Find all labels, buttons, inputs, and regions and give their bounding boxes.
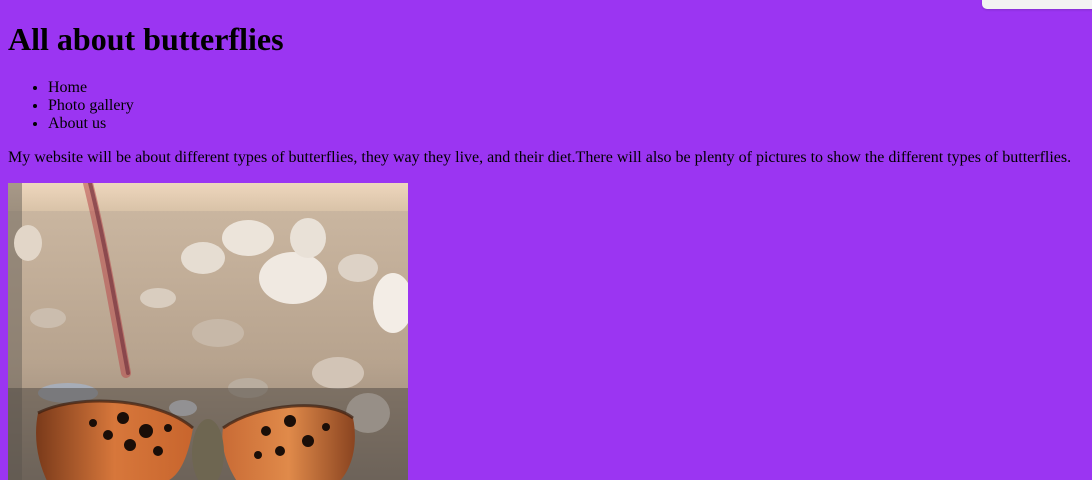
butterfly-photo xyxy=(8,183,408,480)
nav-link-about-us[interactable]: About us xyxy=(48,115,107,132)
nav-list xyxy=(8,79,1084,133)
intro-paragraph: My website will be about different types of butterflies, they way they live, and their diet.There will also be plenty of pictures to show the different types of butterflies. xyxy=(8,149,1072,166)
nav-link-photo-gallery[interactable]: Photo gallery xyxy=(48,97,134,114)
page-title: All about butterflies xyxy=(8,21,284,57)
nav-item-about-us xyxy=(48,115,1084,133)
browser-overlay-tab xyxy=(982,0,1092,9)
nav-item-home xyxy=(48,79,1084,97)
nav-item-photo-gallery xyxy=(48,97,1084,115)
nav-link-home[interactable]: Home xyxy=(48,79,88,96)
